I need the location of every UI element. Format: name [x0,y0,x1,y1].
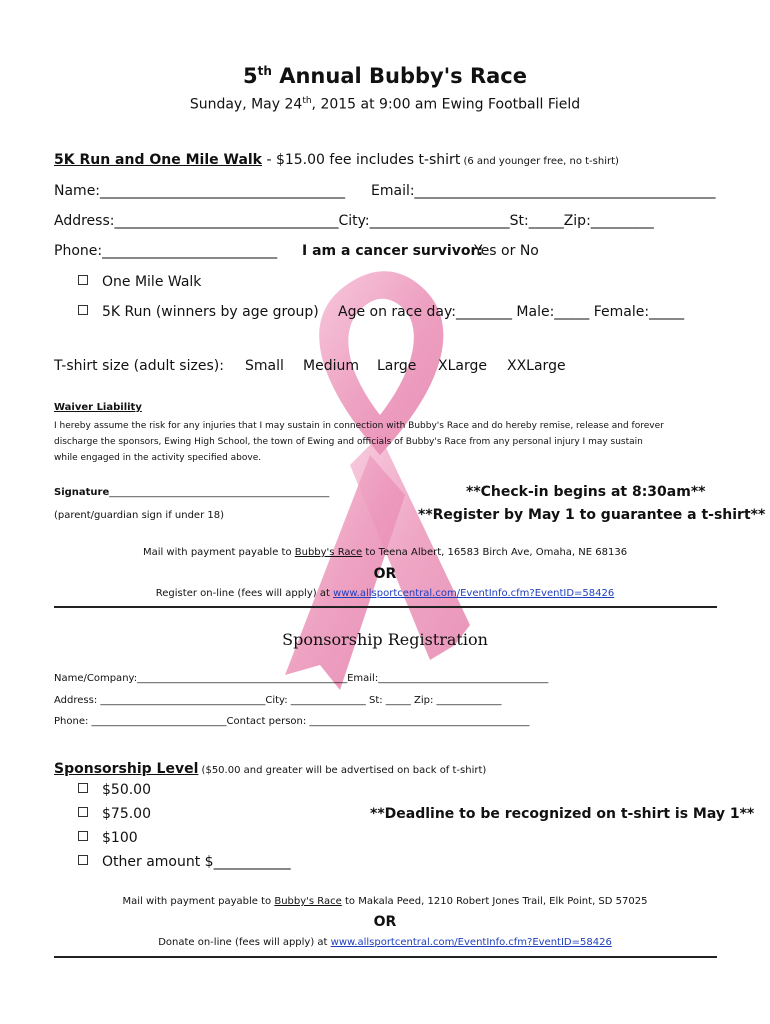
phone-field[interactable]: Phone:_________________________ [54,243,278,259]
race-heading: 5K Run and One Mile Walk [54,152,262,168]
event-date-location: Sunday, May 24th, 2015 at 9:00 am Ewing Football Field [189,96,581,113]
or-separator-2: OR [373,914,397,930]
checkbox[interactable] [78,855,88,865]
checkin-note: **Check-in begins at 8:30am** [466,484,706,500]
size-xlarge[interactable]: XLarge [438,358,487,374]
or-separator: OR [373,566,397,582]
waiver-line-1: I hereby assume the risk for any injuries that I may sustain in connection with Bubby's Race and do hereby remise, release and forever [54,421,664,431]
survivor-label: I am a cancer survivor: [302,243,483,259]
level-other[interactable]: Other amount $___________ [78,854,291,870]
tshirt-size-label: T-shirt size (adult sizes): [54,358,224,374]
option-one-mile-walk[interactable]: One Mile Walk [78,274,201,290]
waiver-line-3: while engaged in the activity specified above. [54,453,262,463]
register-online-line: Register on-line (fees will apply) at www.allsportcentral.com/EventInfo.cfm?EventID=58426 [155,588,615,599]
checkbox[interactable] [78,275,88,285]
signature-note: (parent/guardian sign if under 18) [54,510,224,521]
sponsorship-level-heading: Sponsorship Level [54,761,199,777]
option-5k-run[interactable]: 5K Run (winners by age group) [78,304,319,320]
race-fee: - $15.00 fee includes t-shirt [262,152,461,168]
checkbox[interactable] [78,783,88,793]
sponsor-mail-instructions: Mail with payment payable to Bubby's Race to Makala Peed, 1210 Robert Jones Trail, Elk Point, SD 57025 [122,896,648,907]
sponsor-address-field[interactable]: Address: _________________________________City: _______________ St: _____ Zip: _____________ [54,695,502,706]
event-link[interactable]: www.allsportcentral.com/EventInfo.cfm?EventID=58426 [333,588,615,599]
mail-instructions: Mail with payment payable to Bubby's Race to Teena Albert, 16583 Birch Ave, Omaha, NE 68136 [142,547,628,558]
size-large[interactable]: Large [377,358,417,374]
deadline-note: **Deadline to be recognized on t-shirt is May 1** [370,806,755,822]
checkbox[interactable] [78,807,88,817]
page-title: 5th Annual Bubby's Race [243,64,527,88]
level-50[interactable]: $50.00 [78,782,151,798]
size-small[interactable]: Small [245,358,284,374]
level-75[interactable]: $75.00 [78,806,151,822]
sponsorship-level-note: ($50.00 and greater will be advertised on back of t-shirt) [198,765,487,776]
donate-link[interactable]: www.allsportcentral.com/EventInfo.cfm?EventID=58426 [330,937,612,948]
register-by-note: **Register by May 1 to guarantee a t-shirt** [418,507,766,523]
divider [54,606,717,608]
survivor-options[interactable]: Yes or No [474,243,539,259]
email-field[interactable]: Email:___________________________________________ [371,183,716,199]
race-fee-note: (6 and younger free, no t-shirt) [460,156,619,167]
sponsor-phone-contact-field[interactable]: Phone: ___________________________Contact person: ____________________________________________ [54,716,530,727]
race-fee-line [54,152,619,168]
checkbox[interactable] [78,831,88,841]
sponsorship-level-line [54,758,486,777]
sponsorship-title: Sponsorship Registration [282,630,488,649]
sponsor-name-email-field[interactable]: Name/Company:__________________________________________Email:__________________________________ [54,673,549,684]
checkbox[interactable] [78,305,88,315]
address-field[interactable]: Address:________________________________City:____________________St:_____Zip:_________ [54,213,654,229]
age-gender-field[interactable]: Age on race day:________ Male:_____ Female:_____ [338,304,685,320]
size-xxlarge[interactable]: XXLarge [507,358,566,374]
level-100[interactable]: $100 [78,830,138,846]
divider-bottom [54,956,717,958]
waiver-line-2: discharge the sponsors, Ewing High School, the town of Ewing and officials of Bubby's Race from any personal injury I may sustain [54,437,643,447]
waiver-heading: Waiver Liability [54,402,142,413]
name-field[interactable]: Name:___________________________________ [54,183,346,199]
donate-online-line: Donate on-line (fees will apply) at www.allsportcentral.com/EventInfo.cfm?EventID=58426 [158,937,612,948]
signature-field[interactable]: Signature____________________________________________ [54,487,330,498]
size-medium[interactable]: Medium [303,358,359,374]
